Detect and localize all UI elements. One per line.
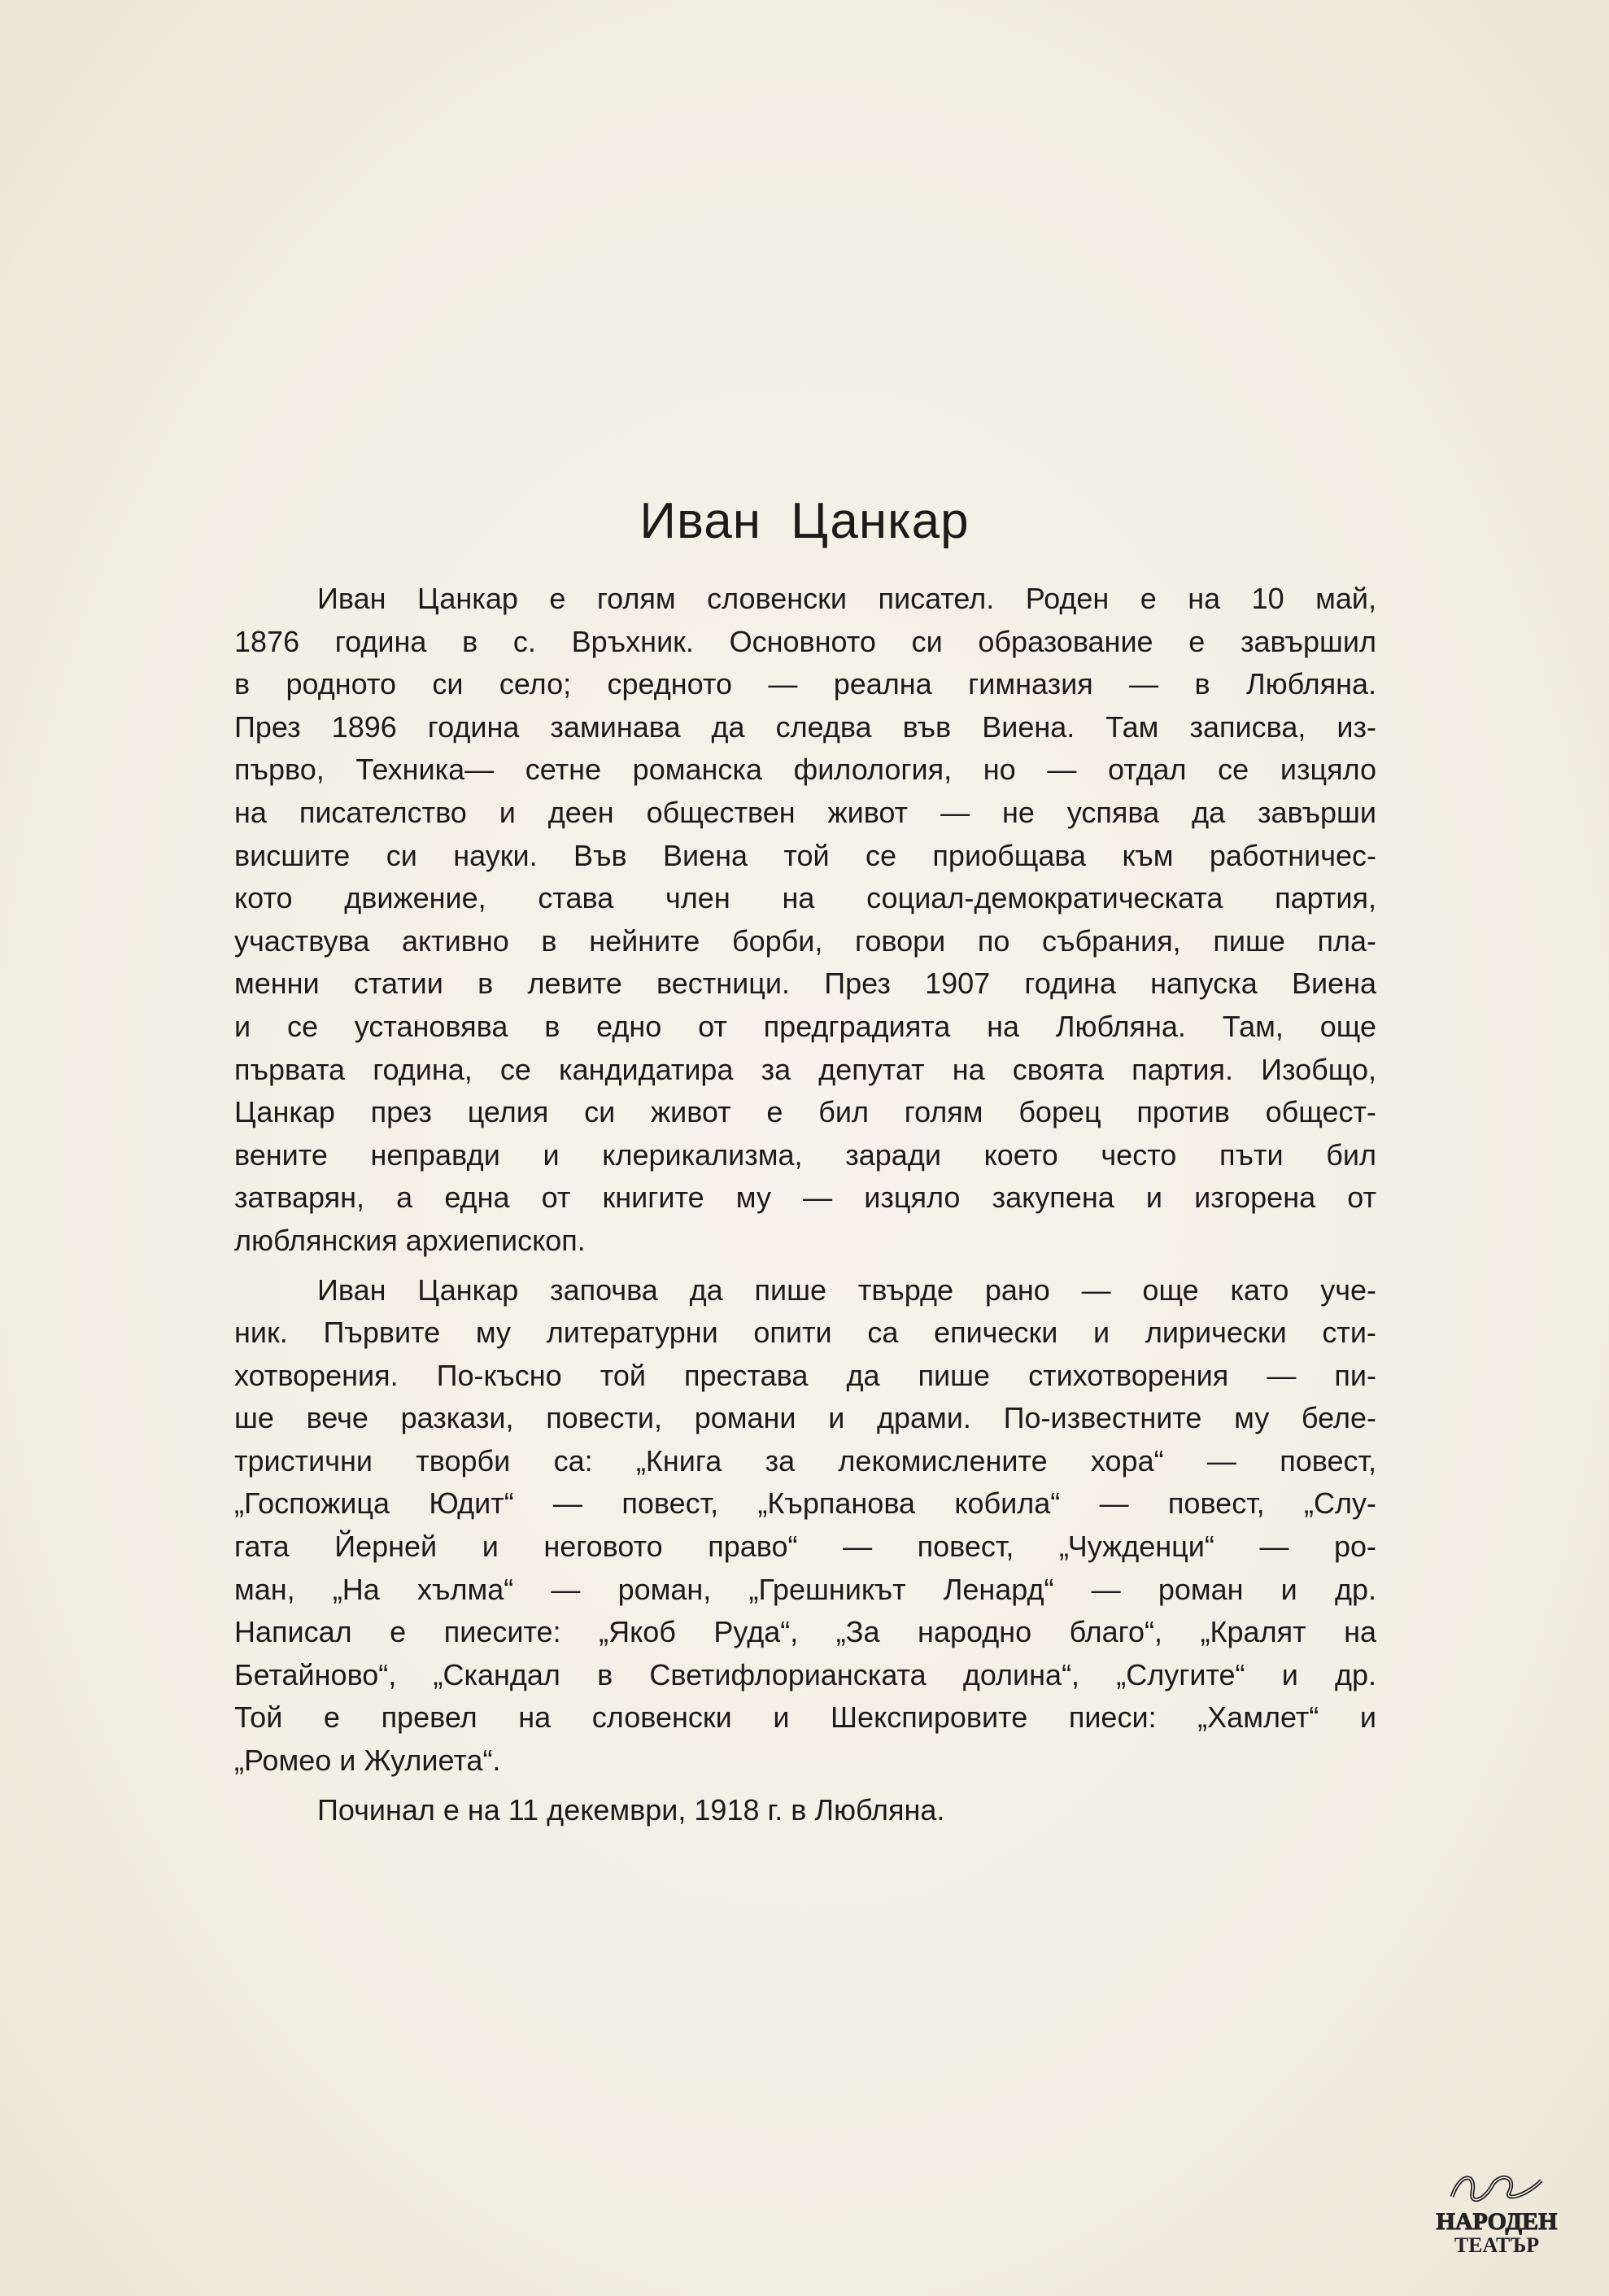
text-line: първата година, се кандидатира за депутат на своята партия. Изобщо, [234, 1052, 1376, 1086]
text-line: Починал е на 11 декември, 1918 г. в Любляна. [317, 1792, 945, 1827]
text-line: кото движение, става член на социал-демократическата партия, [234, 881, 1376, 915]
article-body [234, 578, 1376, 1831]
text-line: на писателство и деен обществен живот — не успява да завърши [234, 795, 1376, 829]
text-line: и се установява в едно от предградията на Любляна. Там, още [234, 1009, 1376, 1043]
svg-text:НАРОДЕН: НАРОДЕН [1436, 2208, 1558, 2235]
text-line: Цанкар през целия си живот е бил голям борец против общест- [234, 1095, 1376, 1129]
text-line: в родното си село; средното — реална гимназия — в Любляна. [234, 667, 1376, 701]
text-line: Той е превел на словенски и Шекспировите пиеси: „Хамлет“ и [234, 1700, 1376, 1735]
text-line: През 1896 година заминава да следва във Виена. Там записва, из- [234, 709, 1376, 744]
text-line: „Госпожица Юдит“ — повест, „Кърпанова кобила“ — повест, „Слу- [234, 1486, 1376, 1521]
text-line: Иван Цанкар започва да пише твърде рано — още като уче- [317, 1272, 1376, 1307]
text-line: висшите си науки. Във Виена той се приобщава към работничес- [234, 838, 1376, 872]
text-line: хотворения. По-късно той престава да пише стихотворения — пи- [234, 1358, 1376, 1392]
svg-text:ТЕАТЪР: ТЕАТЪР [1454, 2233, 1540, 2257]
text-line: участвува активно в нейните борби, говори по събрания, пише пла- [234, 923, 1376, 958]
paragraph [234, 1269, 1376, 1783]
text-line: ник. Първите му литературни опити са епически и лирически сти- [234, 1316, 1376, 1350]
text-line: Написал е пиесите: „Якоб Руда“, „За народно благо“, „Кралят на [234, 1615, 1376, 1649]
text-line: затварян, а една от книгите му — изцяло закупена и изгорена от [234, 1181, 1376, 1215]
text-line: Иван Цанкар е голям словенски писател. Роден е на 10 май, [317, 582, 1376, 615]
text-line: Бетайново“, „Скандал в Светифлорианската долина“, „Слугите“ и др. [234, 1657, 1376, 1691]
text-line: вените неправди и клерикализма, заради което често пъти бил [234, 1137, 1376, 1172]
text-line: 1876 година в с. Връхник. Основното си образование е завършил [234, 624, 1376, 658]
text-line: менни статии в левите вестници. През 1907 година напуска Виена [234, 967, 1376, 1001]
text-line: тристични творби са: „Книга за лекомислените хора“ — повест, [234, 1443, 1376, 1478]
text-line: ше вече разкази, повести, романи и драми. По-известните му беле- [234, 1401, 1376, 1435]
text-line: люблянския архиепископ. [234, 1223, 586, 1257]
text-line: гата Йерней и неговото право“ — повест, „Чужденци“ — ро- [234, 1530, 1376, 1564]
text-line: ман, „На хълма“ — роман, „Грешникът Ленард“ — роман и др. [234, 1572, 1376, 1606]
national-theatre-logo [1428, 2164, 1566, 2258]
page-title: Иван Цанкар [639, 493, 970, 549]
text-line: първо, Техника— сетне романска филология, но — отдал се изцяло [234, 753, 1376, 787]
text-line: „Ромео и Жулиета“. [234, 1744, 501, 1778]
paragraph [234, 578, 1376, 1263]
paragraph [234, 1789, 1376, 1832]
